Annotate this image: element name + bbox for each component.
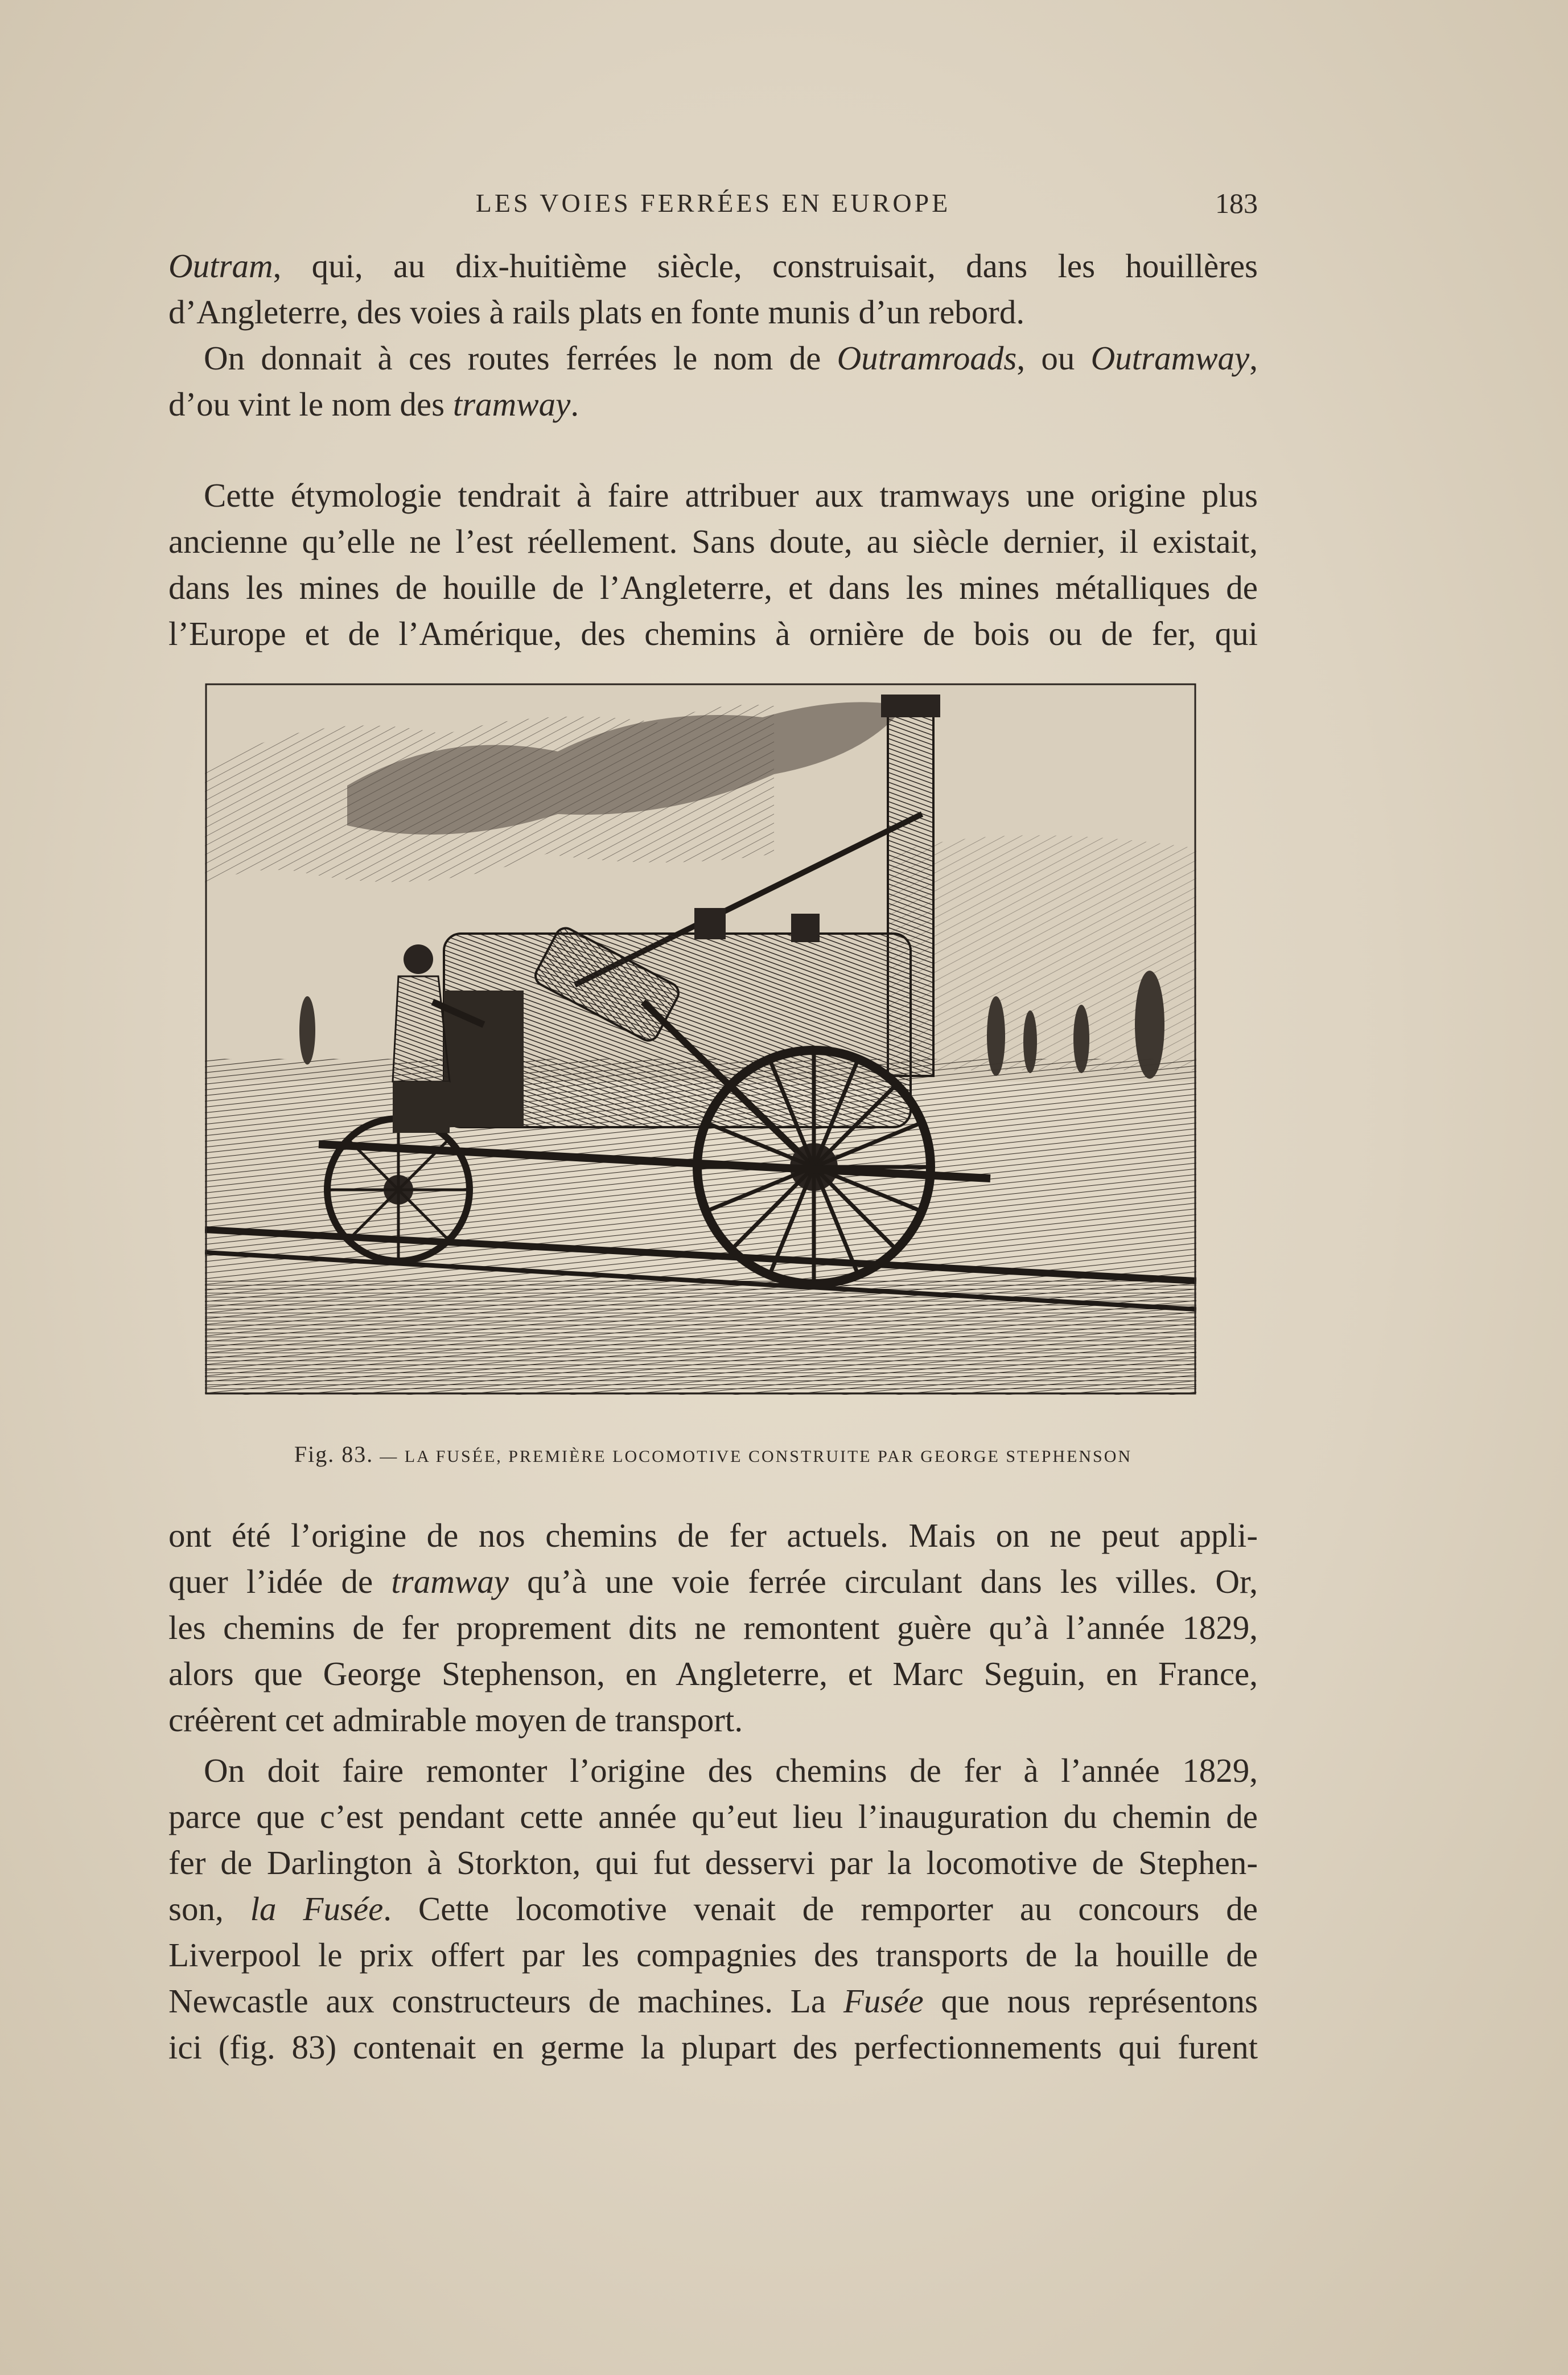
running-head [168,183,1258,223]
text-line [168,1840,1258,1886]
text-line [168,289,1258,335]
text-line [168,1513,1258,1559]
text-line [168,381,1258,428]
text-line: ancienne qu’elle ne l’est réellement. Sans doute, au siècle dernier, il existait, [168,523,1258,560]
line-text: d’ou vint le nom des [168,385,453,423]
line-text: que nous représentons [923,1982,1258,2020]
paragraph-origine [168,1513,1258,1743]
text-line [168,2024,1258,2070]
text-line [168,1559,1258,1605]
line-text: qu’à une voie ferrée circulant dans les villes. Or, [508,1563,1258,1600]
line-text: parce que c’est pendant cette année qu’eut lieu l’inauguration du chemin de [168,1798,1258,1835]
line-text: les chemins de fer proprement dits ne remontent guère qu’à l’année 1829, [168,1609,1258,1646]
trailing-wheel [327,1119,470,1261]
emphasis: Outramroads [837,339,1017,377]
line-text: On doit faire remonter l’origine des chemins de fer à l’année 1829, [204,1752,1258,1789]
text-line: dans les mines de houille de l’Angleterre, et dans les mines métalliques de [168,569,1258,606]
caption-text: — LA FUSÉE, PREMIÈRE LOCOMOTIVE CONSTRUITE PAR GEORGE STEPHENSON [380,1447,1133,1466]
line-text: alors que George Stephenson, en Angleterre, et Marc Seguin, en France, [168,1655,1258,1692]
line-text: . [570,385,579,423]
text-line [168,1794,1258,1840]
text-line [168,1978,1258,2024]
text-line [168,1651,1258,1697]
text-line [168,1886,1258,1932]
text-line: Cette étymologie tendrait à faire attribuer aux tramways une origine plus [204,476,1258,514]
text-line [168,1697,1258,1743]
line-text: , ou [1016,339,1091,377]
text-line [168,335,1258,381]
line-text: son, [168,1890,250,1928]
paragraph-outram [168,243,1258,428]
emphasis: tramway [391,1563,509,1600]
text-line [168,1748,1258,1794]
emphasis: Outramway [1090,339,1250,377]
line-text: créèrent cet admirable moyen de transport. [168,1701,743,1739]
line-text: Newcastle aux constructeurs de machines. La [168,1982,843,2020]
text-line [168,1932,1258,1978]
paragraph-etymologie [168,472,1258,657]
text-line [168,1605,1258,1651]
running-title: LES VOIES FERRÉES EN EUROPE [475,188,951,217]
paragraph-fusee [168,1748,1258,2070]
line-text: fer de Darlington à Storkton, qui fut desservi par la locomotive de Stephen- [168,1844,1258,1881]
line-text: d’Angleterre, des voies à rails plats en fonte munis d’un rebord. [168,293,1025,331]
line-text: , [1249,339,1258,377]
locomotive-illustration [205,683,1196,1395]
figure-caption [168,1437,1258,1474]
line-text: Liverpool le prix offert par les compagnies des transports de la houille de [168,1936,1258,1974]
caption-figure-number: Fig. 83. [294,1441,374,1467]
line-text: On donnait à ces routes ferrées le nom de [204,339,837,377]
emphasis: la Fusée [250,1890,384,1928]
page-number: 183 [1215,187,1258,219]
line-text: . Cette locomotive venait de remporter au concours de [383,1890,1258,1928]
line-text: ont été l’origine de nos chemins de fer actuels. Mais on ne peut appli- [168,1517,1258,1554]
emphasis: Fusée [843,1982,924,2020]
figure-locomotive-engraving [205,683,1196,1395]
emphasis: tramway [452,385,571,423]
text-line [168,243,1258,289]
line-text: ici (fig. 83) contenait en germe la plupart des perfectionnements qui furent [168,2028,1258,2066]
text-line: l’Europe et de l’Amérique, des chemins à ornière de bois ou de fer, qui [168,615,1258,652]
emphasis: Outram [168,247,273,285]
line-text: , qui, au dix-huitième siècle, construisait, dans les houillères [273,247,1258,285]
line-text: quer l’idée de [168,1563,392,1600]
